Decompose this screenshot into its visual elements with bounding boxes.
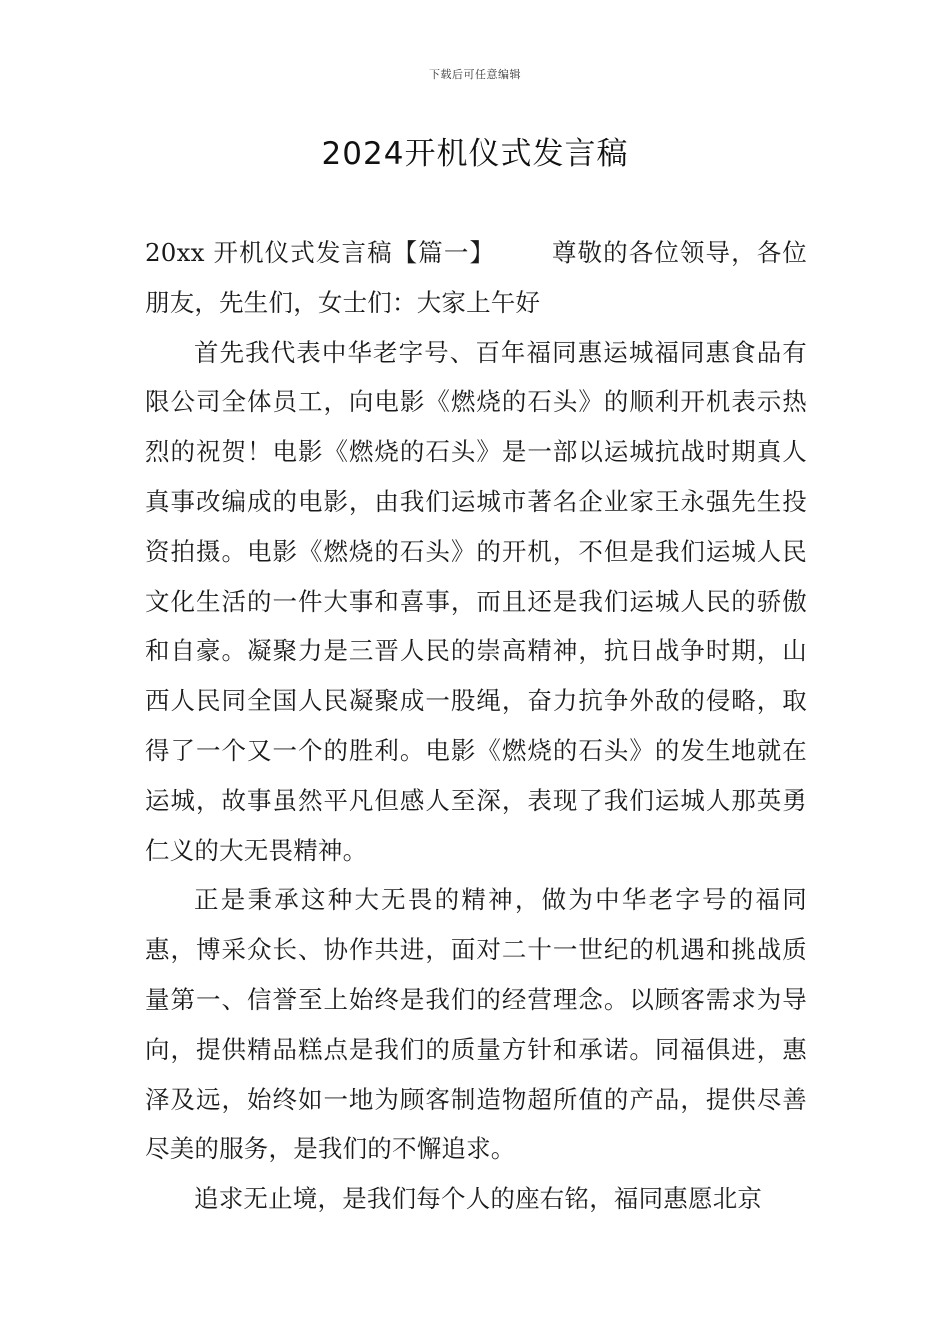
- document-title: 2024开机仪式发言稿: [321, 136, 629, 172]
- document-body: [145, 228, 807, 1224]
- intro-paragraph: [145, 228, 807, 328]
- body-paragraph-3: 追求无止境，是我们每个人的座右铭，福同惠愿北京: [194, 1184, 763, 1214]
- header-note: 下载后可任意编辑: [429, 68, 521, 81]
- body-paragraph-2: 正是秉承这种大无畏的精神，做为中华老字号的福同惠，博采众长、协作共进，面对二十一世纪的机遇和挑战质量第一、信誉至上始终是我们的经营理念。以顾客需求为导向，提供精品糕点是我们的质量方针和承诺。同福俱进，惠泽及远，始终如一地为顾客制造物超所值的产品，提供尽善尽美的服务，是我们的不懈追求。: [145, 885, 807, 1164]
- section-heading: 20xx 开机仪式发言稿【篇一】: [145, 238, 496, 267]
- salutation: 尊敬的各位领导，各位朋友，先生们，女士们：大家上午好: [145, 238, 808, 317]
- body-paragraph-1: 首先我代表中华老字号、百年福同惠运城福同惠食品有限公司全体员工，向电影《燃烧的石头》的顺利开机表示热烈的祝贺！电影《燃烧的石头》是一部以运城抗战时期真人真事改编成的电影，由我们运城市著名企业家王永强先生投资拍摄。电影《燃烧的石头》的开机，不但是我们运城人民文化生活的一件大事和喜事，而且还是我们运城人民的骄傲和自豪。凝聚力是三晋人民的崇高精神，抗日战争时期，山西人民同全国人民凝聚成一股绳，奋力抗争外敌的侵略，取得了一个又一个的胜利。电影《燃烧的石头》的发生地就在运城，故事虽然平凡但感人至深，表现了我们运城人那英勇仁义的大无畏精神。: [145, 337, 807, 865]
